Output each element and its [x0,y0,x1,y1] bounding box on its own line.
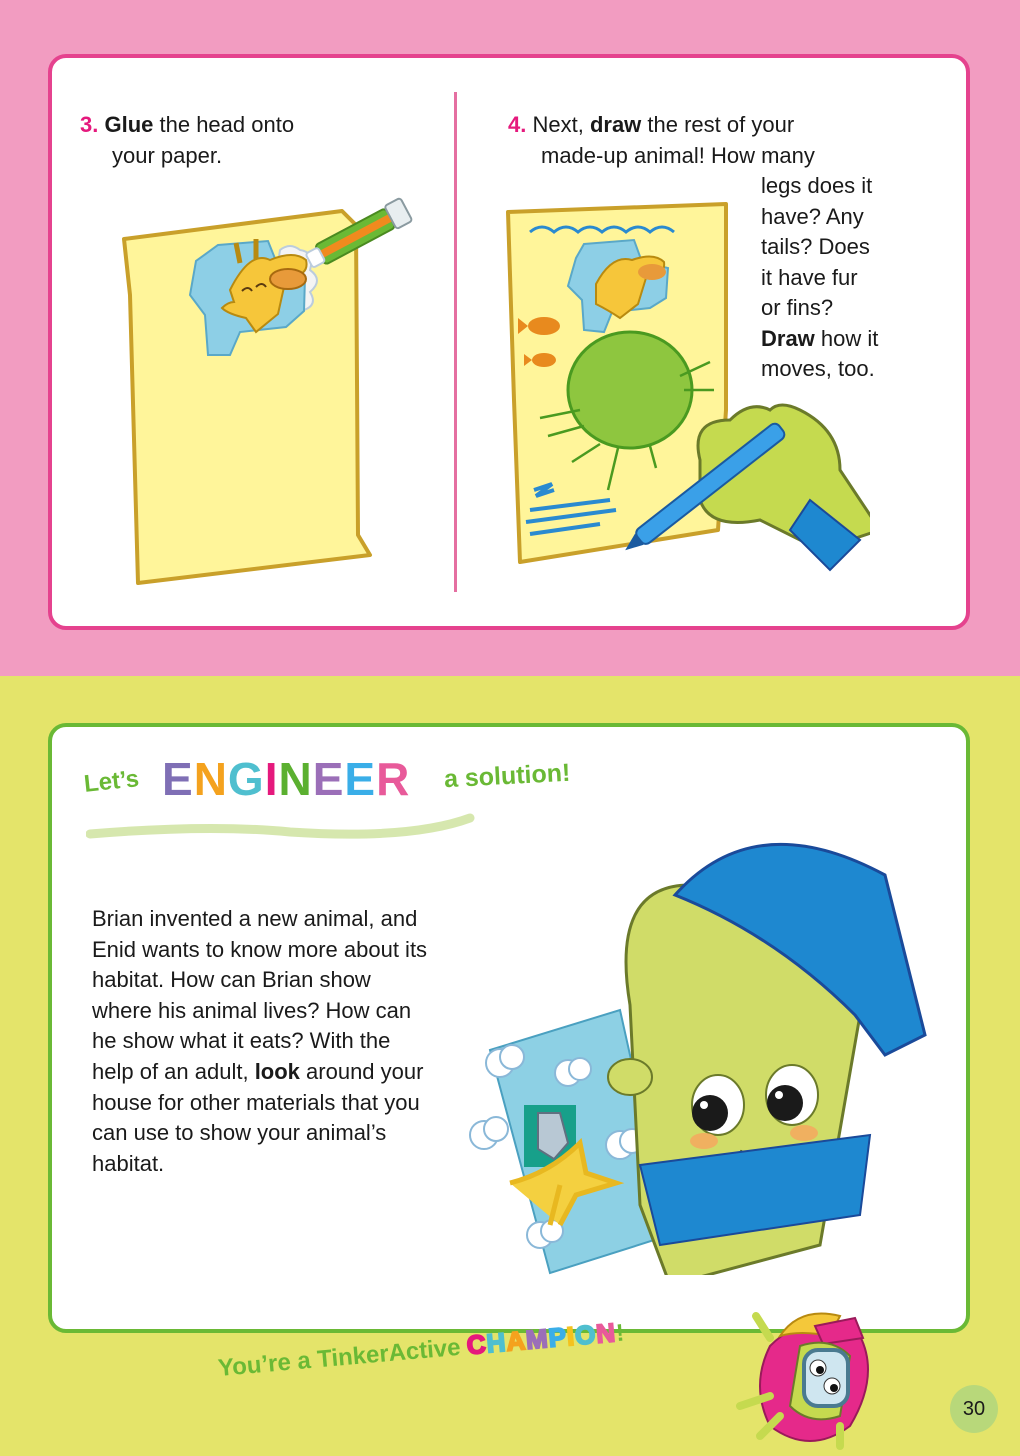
step-text-line: or fins? [761,295,834,320]
step-text-line2: made-up animal! How many [541,142,815,168]
banner-letter: H [485,1326,508,1359]
step-text-line: have? Any [761,203,864,229]
drawing-paper-illustration [500,200,870,580]
step-verb: Glue [104,112,154,137]
banner-letter: C [465,1328,488,1361]
step-text: the rest of your [641,112,795,137]
heading-letter: G [227,753,265,805]
step-4-instruction [508,110,928,171]
banner-letter: O [573,1318,598,1351]
body-bold-verb: look [254,1058,300,1084]
page-number-badge: 30 [950,1385,998,1433]
column-divider [454,92,457,592]
heading-letter: E [344,753,377,805]
glue-paper-illustration [110,195,420,595]
step-3-instruction [80,110,420,171]
banner-prefix: You’re a TinkerActive [216,1333,469,1382]
snorkel-mascot-illustration [720,1296,890,1456]
step-text: Next, [526,112,590,137]
body-text: around your house for other materials that you can use to show your animal’s habitat. [92,1058,424,1176]
engineer-heading [84,748,644,808]
engineer-body-text [92,904,432,1179]
step-text-line: moves, too. [761,356,875,381]
heading-letter: R [376,753,411,805]
step-text-line: legs does it [761,173,873,198]
step-number: 4. [508,112,527,137]
heading-letter: I [264,753,279,805]
step-text-line: it have fur [761,264,858,290]
step-text-line2: your paper. [112,142,223,168]
step-verb: Draw [761,325,815,351]
step-text: the head onto [153,112,295,137]
crayon-underline-swash [86,812,476,842]
banner-letter: P [547,1321,569,1354]
brian-character-illustration [440,805,940,1275]
heading-lets: Let’s [82,765,141,798]
step-text-line: tails? Does [761,234,870,259]
banner-exclaim: ! [614,1319,626,1348]
heading-letter: E [312,753,345,805]
banner-letter: I [565,1320,577,1352]
body-text: Brian invented a new animal, and Enid wants to know more about its habitat. How can Brian show where his animal lives? How can he show what it eats? With the help of an adult, [92,906,428,1084]
heading-solution: a solution! [443,758,572,794]
banner-letter: A [505,1325,528,1357]
banner-letter: N [594,1317,618,1349]
step-verb: draw [589,112,642,137]
banner-letter: M [524,1323,550,1355]
step-number: 3. [80,112,99,137]
heading-engineer [162,752,410,806]
step-text: how it [814,325,879,351]
heading-letter: E [162,753,194,805]
heading-letter: N [278,753,313,805]
heading-letter: N [193,753,228,805]
